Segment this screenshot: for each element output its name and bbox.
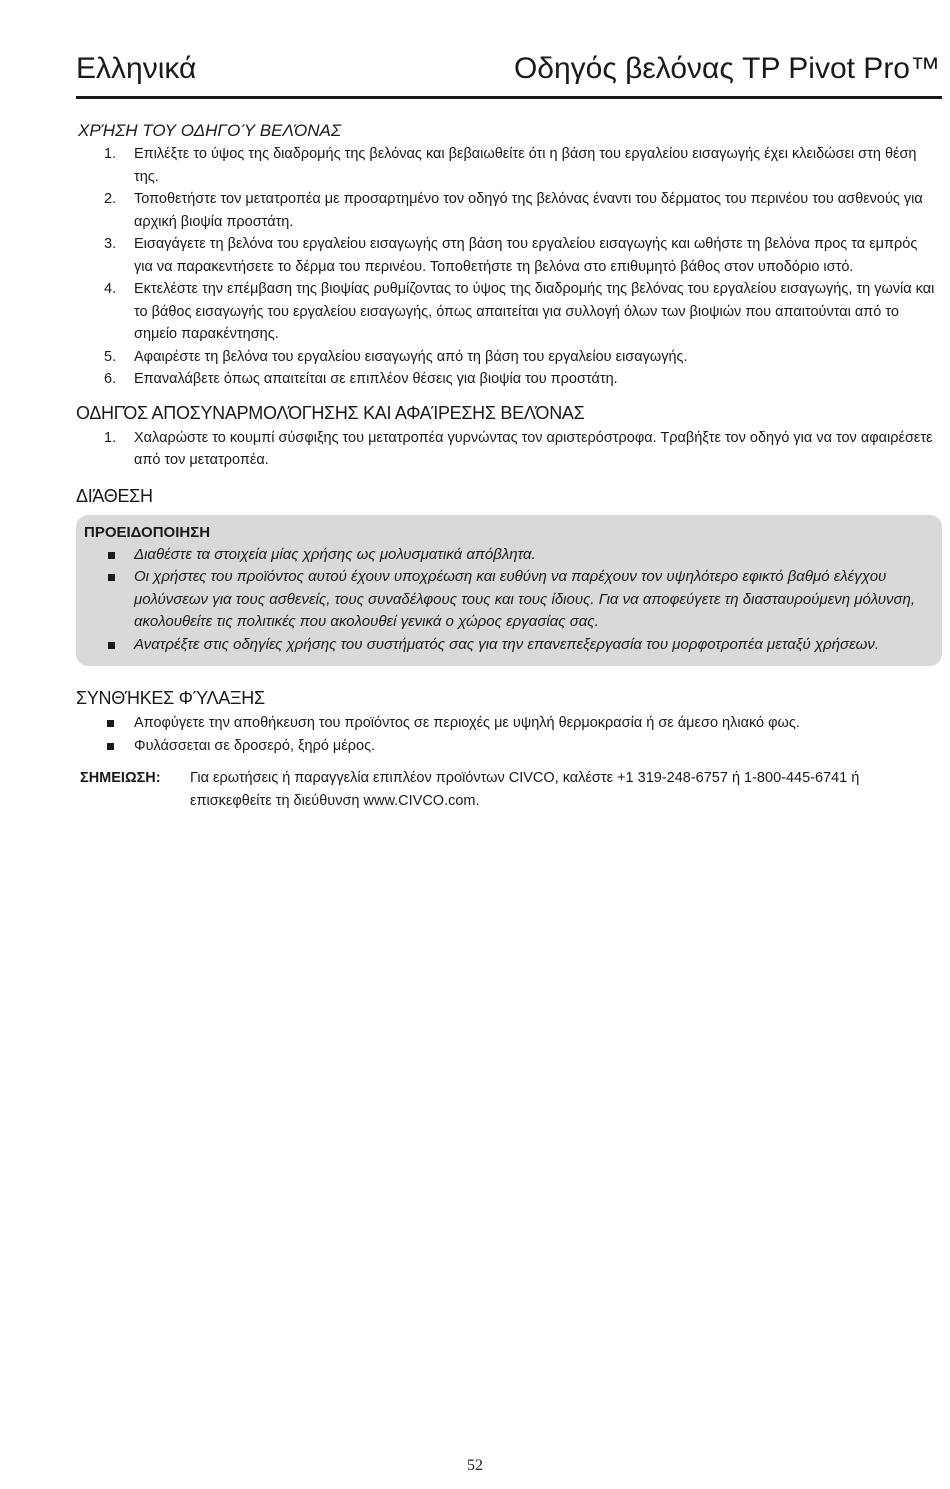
bullet-icon	[107, 720, 114, 727]
step-text: Επαναλάβετε όπως απαιτείται σε επιπλέον θέσεις για βιοψία του προστάτη.	[134, 371, 618, 387]
page-header	[76, 50, 942, 99]
page-content	[76, 121, 942, 812]
step-text: Αφαιρέστε τη βελόνα του εργαλείου εισαγωγής από τη βάση του εργαλείου εισαγωγής.	[134, 348, 688, 365]
list-item	[76, 735, 942, 758]
warning-title: ΠΡΟΕΙΔΟΠΟΙΗΣΗ	[84, 523, 211, 541]
list-item	[84, 566, 932, 634]
list-item	[84, 544, 932, 567]
list-item	[76, 233, 942, 278]
document-title: Οδηγός βελόνας TP Pivot Pro™	[513, 52, 940, 85]
step-text: Επιλέξτε το ύψος της διαδρομής της βελόνας και βεβαιωθείτε ότι η βάση του εργαλείου εισαγωγής έχει κλειδώσει στη θέση της.	[134, 146, 917, 185]
page-number: 52	[467, 1457, 483, 1474]
usage-steps	[76, 143, 942, 391]
storage-text: Φυλάσσεται σε δροσερό, ξηρό μέρος.	[134, 737, 376, 754]
list-item	[76, 346, 942, 369]
removal-heading: ΟΔΗΓΌΣ ΑΠΟΣΥΝΑΡΜΟΛΌΓΗΣΗΣ ΚΑΙ ΑΦΑΊΡΕΣΗΣ ΒΕΛΌΝΑΣ	[76, 402, 585, 423]
usage-heading: ΧΡΉΣΗ ΤΟΥ ΟΔΗΓΟΎ ΒΕΛΌΝΑΣ	[78, 121, 342, 140]
warning-text: Οι χρήστες του προϊόντος αυτού έχουν υποχρέωση και ευθύνη να παρέχουν τον υψηλότερο εφικτό βαθμό ελέγχου μολύνσεων για τους ασθενείς, τους συναδέλφους τους και τους ίδιους. Για να αποφεύγετε τη διασταυρούμενη μόλυνση, ακολουθείτε τις πολιτικές που ακολουθεί γενικά ο χώρος εργασίας σας.	[134, 568, 915, 630]
step-text: Τοποθετήστε τον μετατροπέα με προσαρτημένο τον οδηγό της βελόνας έναντι του δέρματος του περινέου του ασθενούς για αρχική βιοψία προστάτη.	[134, 191, 923, 230]
list-item	[76, 368, 942, 391]
note-label: ΣΗΜΕΙΩΣΗ:	[80, 770, 161, 786]
warning-text: Ανατρέξτε στις οδηγίες χρήσης του συστήματός σας για την επανεπεξεργασία του μορφοτροπέα μεταξύ χρήσεων.	[134, 635, 880, 653]
note-block	[76, 767, 942, 812]
storage-text: Αποφύγετε την αποθήκευση του προϊόντος σε περιοχές με υψηλή θερμοκρασία ή σε άμεσο ηλιακό φως.	[134, 715, 800, 731]
step-number: 6.	[104, 371, 117, 387]
list-item	[76, 278, 942, 346]
step-number: 1.	[104, 429, 117, 446]
warning-box	[76, 515, 942, 667]
note-text: Για ερωτήσεις ή παραγγελία επιπλέον προϊόντων CIVCO, καλέστε +1 319-248-6757 ή 1-800-445-6741 ή επισκεφθείτε τη διεύθυνση www.CIVCO.com.	[190, 770, 860, 809]
bullet-icon	[108, 552, 115, 559]
language-label: Ελληνικά	[76, 52, 197, 85]
step-number: 3.	[104, 236, 117, 252]
list-item	[76, 427, 942, 472]
storage-heading: ΣΥΝΘΉΚΕΣ ΦΎΛΑΞΗΣ	[76, 688, 265, 708]
list-item	[84, 634, 932, 657]
storage-section	[76, 688, 942, 757]
step-number: 2.	[104, 191, 117, 207]
step-text: Εισαγάγετε τη βελόνα του εργαλείου εισαγωγής στη βάση του εργαλείου εισαγωγής και ωθήστε τη βελόνα προς τα εμπρός για να παρακεντήσετε το δέρμα του περινέου. Τοποθετήστε τη βελόνα στο επιθυμητό βάθος στον υποδόριο ιστό.	[134, 236, 918, 275]
step-number: 1.	[104, 146, 117, 162]
bullet-icon	[108, 574, 115, 581]
disposal-heading: ΔΙΆΘΕΣΗ	[76, 485, 153, 506]
storage-list	[76, 712, 942, 757]
removal-steps	[76, 427, 942, 472]
step-number: 5.	[104, 348, 117, 365]
list-item	[76, 188, 942, 233]
warning-list	[84, 544, 932, 657]
list-item	[76, 712, 942, 735]
bullet-icon	[107, 743, 114, 750]
step-number: 4.	[104, 281, 117, 297]
bullet-icon	[108, 642, 115, 649]
warning-text: Διαθέστε τα στοιχεία μίας χρήσης ως μολυσματικά απόβλητα.	[134, 545, 536, 563]
step-text: Χαλαρώστε το κουμπί σύσφιξης του μετατροπέα γυρνώντας τον αριστερόστροφα. Τραβήξτε τον οδηγό για να τον αφαιρέσετε από τον μετατροπέα.	[134, 429, 933, 468]
step-text: Εκτελέστε την επέμβαση της βιοψίας ρυθμίζοντας το ύψος της διαδρομής της βελόνας του εργαλείου εισαγωγής, τη γωνία και το βάθος εισαγωγής του εργαλείου εισαγωγής, όπως απαιτείται για συλλογή όλων των βιοψιών που απαιτούνται από το σημείο παρακέντησης.	[134, 281, 935, 342]
list-item	[76, 143, 942, 188]
